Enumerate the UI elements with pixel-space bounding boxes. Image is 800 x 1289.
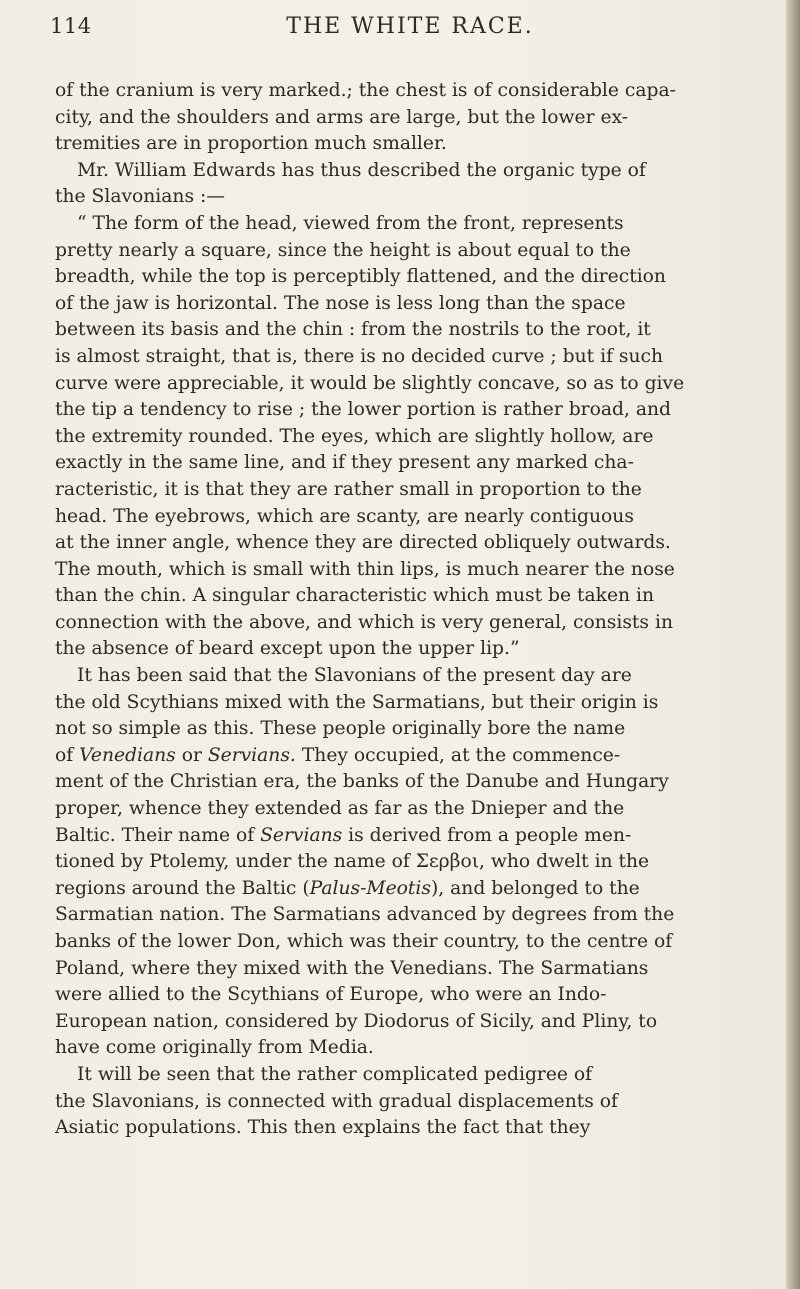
text-line (55, 716, 768, 743)
text-segment: the absence of beard except upon the upper lip.” (55, 638, 520, 660)
page-edge (786, 0, 800, 1289)
text-line (55, 610, 768, 637)
text-line (55, 1009, 768, 1036)
text-segment: of the cranium is very marked.; the chest is of considerable capa- (55, 80, 676, 101)
text-segment: connection with the above, and which is very general, consists in (55, 611, 673, 633)
text-segment: between its basis and the chin : from the nostrils to the root, it (55, 319, 651, 341)
text-segment: ), and belonged to the (430, 877, 640, 899)
text-line (55, 796, 768, 823)
text-segment: They occupied, at the commence- (295, 744, 621, 766)
text-segment: breadth, while the top is perceptibly flattened, and the direction (55, 266, 666, 288)
text-segment: city, and the shoulders and arms are large, but the lower ex- (55, 106, 629, 128)
text-line (55, 264, 768, 291)
text-segment: have come originally from Media. (55, 1037, 374, 1059)
text-segment: It will be seen that the rather complicated pedigree of (77, 1063, 593, 1085)
text-segment: European nation, considered by Diodorus of Sicily, and Pliny, to (55, 1010, 658, 1032)
text-segment: the tip a tendency to rise ; the lower portion is rather broad, and (55, 399, 671, 421)
text-line (55, 1062, 768, 1089)
text-segment: pretty nearly a square, since the height is about equal to the (55, 239, 631, 261)
text-line (55, 1115, 768, 1142)
text-line (55, 769, 768, 796)
text-line (55, 636, 768, 663)
text-segment: of (55, 744, 80, 766)
italic-text: Servians. (207, 744, 296, 766)
page-number: 114 (50, 14, 92, 38)
text-segment: is almost straight, that is, there is no decided curve ; but if such (55, 345, 664, 367)
text-segment: Baltic. Their name of (55, 824, 261, 846)
text-segment: the Slavonians :— (55, 186, 225, 208)
text-segment: the Slavonians, is connected with gradual displacements of (55, 1090, 618, 1112)
text-line (55, 450, 768, 477)
text-line (55, 184, 768, 211)
text-line (55, 291, 768, 318)
text-segment: tioned by Ptolemy, under the name of Σερβοι, who dwelt in the (55, 851, 650, 873)
text-segment: The mouth, which is small with thin lips, is much nearer the nose (55, 558, 675, 580)
italic-text: Venedians (79, 744, 176, 766)
text-segment: tremities are in proportion much smaller. (55, 133, 447, 155)
text-segment: head. The eyebrows, which are scanty, are nearly contiguous (55, 505, 634, 527)
text-line (55, 477, 768, 504)
running-header (50, 14, 770, 54)
text-segment: at the inner angle, whence they are directed obliquely outwards. (55, 532, 671, 554)
text-segment: exactly in the same line, and if they present any marked cha- (55, 452, 634, 474)
text-segment: curve were appreciable, it would be slightly concave, so as to give (55, 372, 685, 394)
text-line (55, 317, 768, 344)
text-line (55, 424, 768, 451)
text-line (55, 982, 768, 1009)
italic-text: Servians (260, 824, 343, 846)
text-segment: the extremity rounded. The eyes, which are slightly hollow, are (55, 425, 654, 447)
text-line (55, 849, 768, 876)
text-line (55, 583, 768, 610)
text-line (55, 1089, 768, 1116)
text-line (55, 344, 768, 371)
text-segment: is derived from a people men- (342, 824, 632, 846)
text-segment: than the chin. A singular characteristic which must be taken in (55, 585, 655, 607)
text-line (55, 131, 768, 158)
text-segment: “ The form of the head, viewed from the front, represents (77, 212, 624, 234)
text-segment: not so simple as this. These people originally bore the name (55, 718, 626, 740)
text-line (55, 663, 768, 690)
text-line (55, 105, 768, 132)
text-segment: the old Scythians mixed with the Sarmatians, but their origin is (55, 691, 659, 713)
text-line (55, 876, 768, 903)
text-line (55, 743, 768, 770)
text-line (55, 238, 768, 265)
text-segment: Asiatic populations. This then explains the fact that they (55, 1117, 591, 1139)
text-segment: of the jaw is horizontal. The nose is less long than the space (55, 292, 626, 314)
text-line (55, 371, 768, 398)
text-segment: proper, whence they extended as far as the Dnieper and the (55, 798, 625, 820)
text-segment: racteristic, it is that they are rather small in proportion to the (55, 478, 642, 500)
text-line (55, 823, 768, 850)
text-segment: Poland, where they mixed with the Venedians. The Sarmatians (55, 957, 649, 979)
text-line (55, 397, 768, 424)
text-line (55, 78, 768, 105)
header-title: THE WHITE RACE. (286, 14, 534, 39)
text-line (55, 158, 768, 185)
text-segment: Mr. William Edwards has thus described the organic type of (77, 159, 646, 181)
text-segment: banks of the lower Don, which was their country, to the centre of (55, 931, 673, 952)
text-segment: were allied to the Scythians of Europe, who were an Indo- (55, 984, 607, 1006)
text-line (55, 557, 768, 584)
text-line (55, 902, 768, 929)
text-line (55, 690, 768, 717)
text-line (55, 211, 768, 238)
text-segment: or (175, 744, 208, 766)
text-line (55, 1035, 768, 1062)
italic-text: Palus-Meotis (309, 877, 431, 899)
text-line (55, 530, 768, 557)
text-segment: It has been said that the Slavonians of the present day are (77, 665, 632, 687)
text-line (55, 504, 768, 531)
text-segment: ment of the Christian era, the banks of the Danube and Hungary (55, 771, 669, 793)
text-segment: Sarmatian nation. The Sarmatians advanced by degrees from the (55, 904, 675, 926)
text-segment: regions around the Baltic ( (55, 877, 310, 899)
body-text (55, 78, 768, 1142)
text-line (55, 929, 768, 956)
text-line (55, 956, 768, 983)
